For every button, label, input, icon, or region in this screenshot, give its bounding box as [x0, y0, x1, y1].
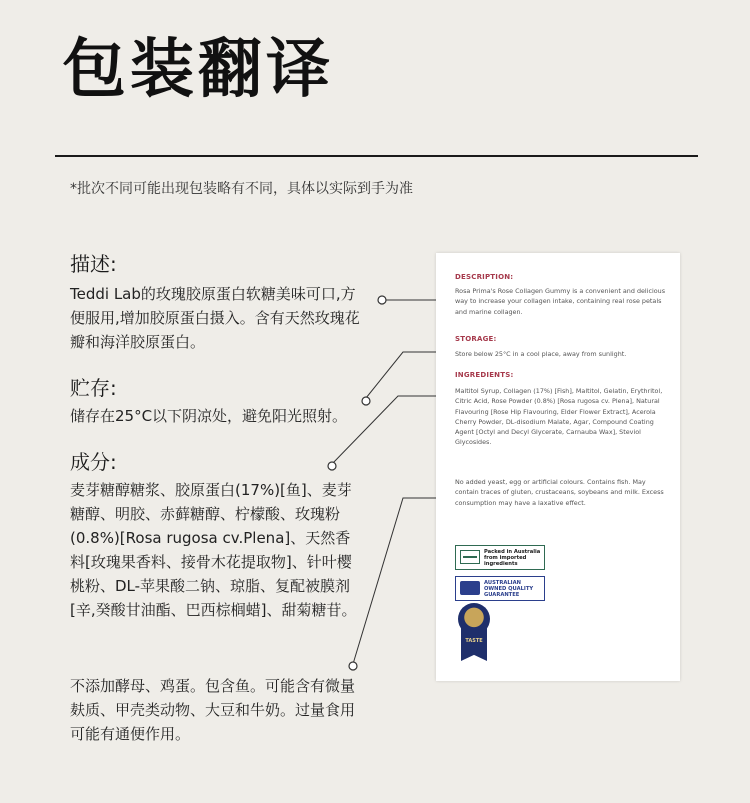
callout-dot-description [378, 296, 386, 304]
australia-map-icon [460, 581, 480, 595]
taste-award-medal-icon [458, 603, 490, 661]
ingredients-heading: 成分: [70, 450, 117, 474]
medal-text: TASTE [465, 638, 483, 644]
allergen-notice-text: 不添加酵母、鸡蛋。包含鱼。可能含有微量麸质、甲壳类动物、大豆和牛奶。过量食用可能有通便作用。 [70, 677, 356, 743]
label-ingredients-heading: INGREDIENTS: [455, 371, 514, 379]
storage-heading: 贮存: [70, 376, 117, 400]
label-allergen-text: No added yeast, egg or artificial colours. Contains fish. May contain traces of gluten, crustaceans, soybeans and milk. Excess consumption may have a laxative effect. [455, 478, 664, 507]
badge-owned-text: AUSTRALIAN OWNED QUALITY GUARANTEE [484, 580, 534, 598]
callout-dot-extra [349, 662, 357, 670]
packed-in-australia-badge [455, 545, 545, 570]
barcode-icon [460, 550, 480, 564]
label-ingredients-text: Maltitol Syrup, Collagen (17%) [Fish], Maltitol, Gelatin, Erythritol, Citric Acid, Rose Powder (0.8%) [Rosa rugosa cv. Plena], Natural Flavouring [Rose Hip Flavouring, Elder Flower Extract], Acerola Cherry Powder, DL-disodium Malate, Agar, Compound Coating Agent [Octyl and Decyl Glycerate, Carnauba Wax], Steviol Glycosides. [455, 387, 663, 447]
label-description-text: Rosa Prima's Rose Collagen Gummy is a convenient and delicious way to increase your collagen intake, containing real rose petals and marine collagen. [455, 287, 666, 316]
australian-owned-badge [455, 576, 545, 601]
product-label-image [436, 253, 680, 681]
description-text: Teddi Lab的玫瑰胶原蛋白软糖美味可口,方便服用,增加胶原蛋白摄入。含有天然玫瑰花瓣和海洋胶原蛋白。 [70, 285, 360, 351]
medal-disc [458, 603, 490, 635]
title-divider [55, 155, 698, 157]
ingredients-text: 麦芽糖醇糖浆、胶原蛋白(17%)[鱼]、麦芽糖醇、明胶、赤藓糖醇、柠檬酸、玫瑰粉(0.8%)[Rosa rugosa cv.Plena]、天然香料[玫瑰果香料、接骨木花提取物]、针叶樱桃粉、DL-苹果酸二钠、琼脂、复配被膜剂[辛,癸酸甘油酯、巴西棕榈蜡]、甜菊糖苷。 [70, 481, 357, 619]
batch-notice: *批次不同可能出现包装略有不同，具体以实际到手为准 [70, 181, 413, 197]
description-heading: 描述: [70, 252, 117, 276]
callout-dot-ingredients [328, 462, 336, 470]
label-storage-text: Store below 25°C in a cool place, away from sunlight. [455, 350, 627, 358]
storage-text: 储存在25°C以下阴凉处，避免阳光照射。 [70, 407, 348, 425]
label-storage-heading: STORAGE: [455, 335, 497, 343]
page-title: 包装翻译 [62, 33, 334, 107]
label-description-heading: DESCRIPTION: [455, 273, 514, 281]
badge-imported-text: Packed in Australia from imported ingredients [484, 549, 541, 567]
